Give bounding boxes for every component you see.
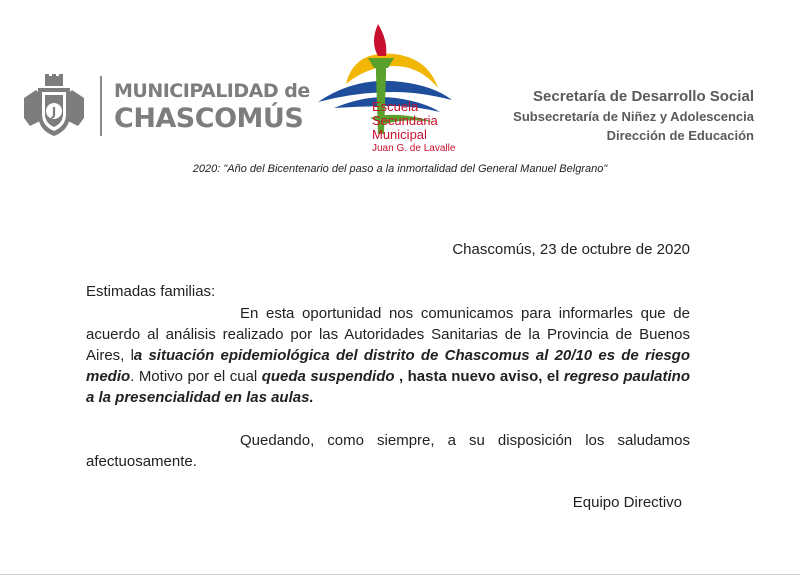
page-bottom-border [0, 574, 800, 575]
year-motto: 2020: "Año del Bicentenario del paso a la inmortalidad del General Manuel Belgrano" [192, 163, 608, 175]
school-name-line4: Juan G. de Lavalle [372, 143, 456, 154]
letter-greeting: Estimadas familias: [86, 283, 216, 300]
letter-date: Chascomús, 23 de octubre de 2020 [452, 241, 690, 258]
organization-block [513, 87, 754, 145]
p1-emphasis-situation: a situación epidemiológica del distrito de Chascomus al 20/10 es de riesgo medio [86, 347, 690, 385]
municipality-name-line2: CHASCOMÚS [114, 103, 304, 134]
org-direction: Dirección de Educación [606, 128, 754, 143]
svg-text:J: J [51, 105, 57, 119]
school-logo [316, 22, 476, 157]
org-subsecretariat: Subsecretaría de Niñez y Adolescencia [513, 109, 754, 124]
letter-paragraph-1 [86, 303, 690, 408]
p1-emphasis-return: regreso paulatino a la presencialidad en las aulas. [86, 368, 690, 406]
municipality-logo [22, 70, 310, 140]
p1-text-a: En esta oportunidad nos comunicamos para informarles que de acuerdo al análisis realizado por las Autoridades Sanitarias de la Provincia de Buenos Aires, l [86, 305, 690, 364]
org-secretariat: Secretaría de Desarrollo Social [533, 88, 754, 105]
letter-paragraph-2 [86, 430, 690, 472]
p1-text-c: . Motivo por el cual [130, 368, 262, 385]
municipal-crest-icon [22, 74, 86, 138]
p1-text-e: , hasta nuevo aviso, el [398, 368, 564, 385]
school-name [372, 100, 482, 156]
school-name-line1: Escuela [372, 99, 419, 114]
school-name-line3: Municipal [372, 127, 427, 142]
school-name-line2: Secundaria [372, 113, 438, 128]
letter-signature: Equipo Directivo [572, 494, 682, 511]
p1-emphasis-suspended: queda suspendido [261, 368, 399, 385]
municipality-name-line1: MUNICIPALIDAD de [114, 80, 310, 102]
p2-text: Quedando, como siempre, a su disposición los saludamos afectuosamente. [86, 432, 690, 470]
logo-divider [100, 76, 102, 136]
